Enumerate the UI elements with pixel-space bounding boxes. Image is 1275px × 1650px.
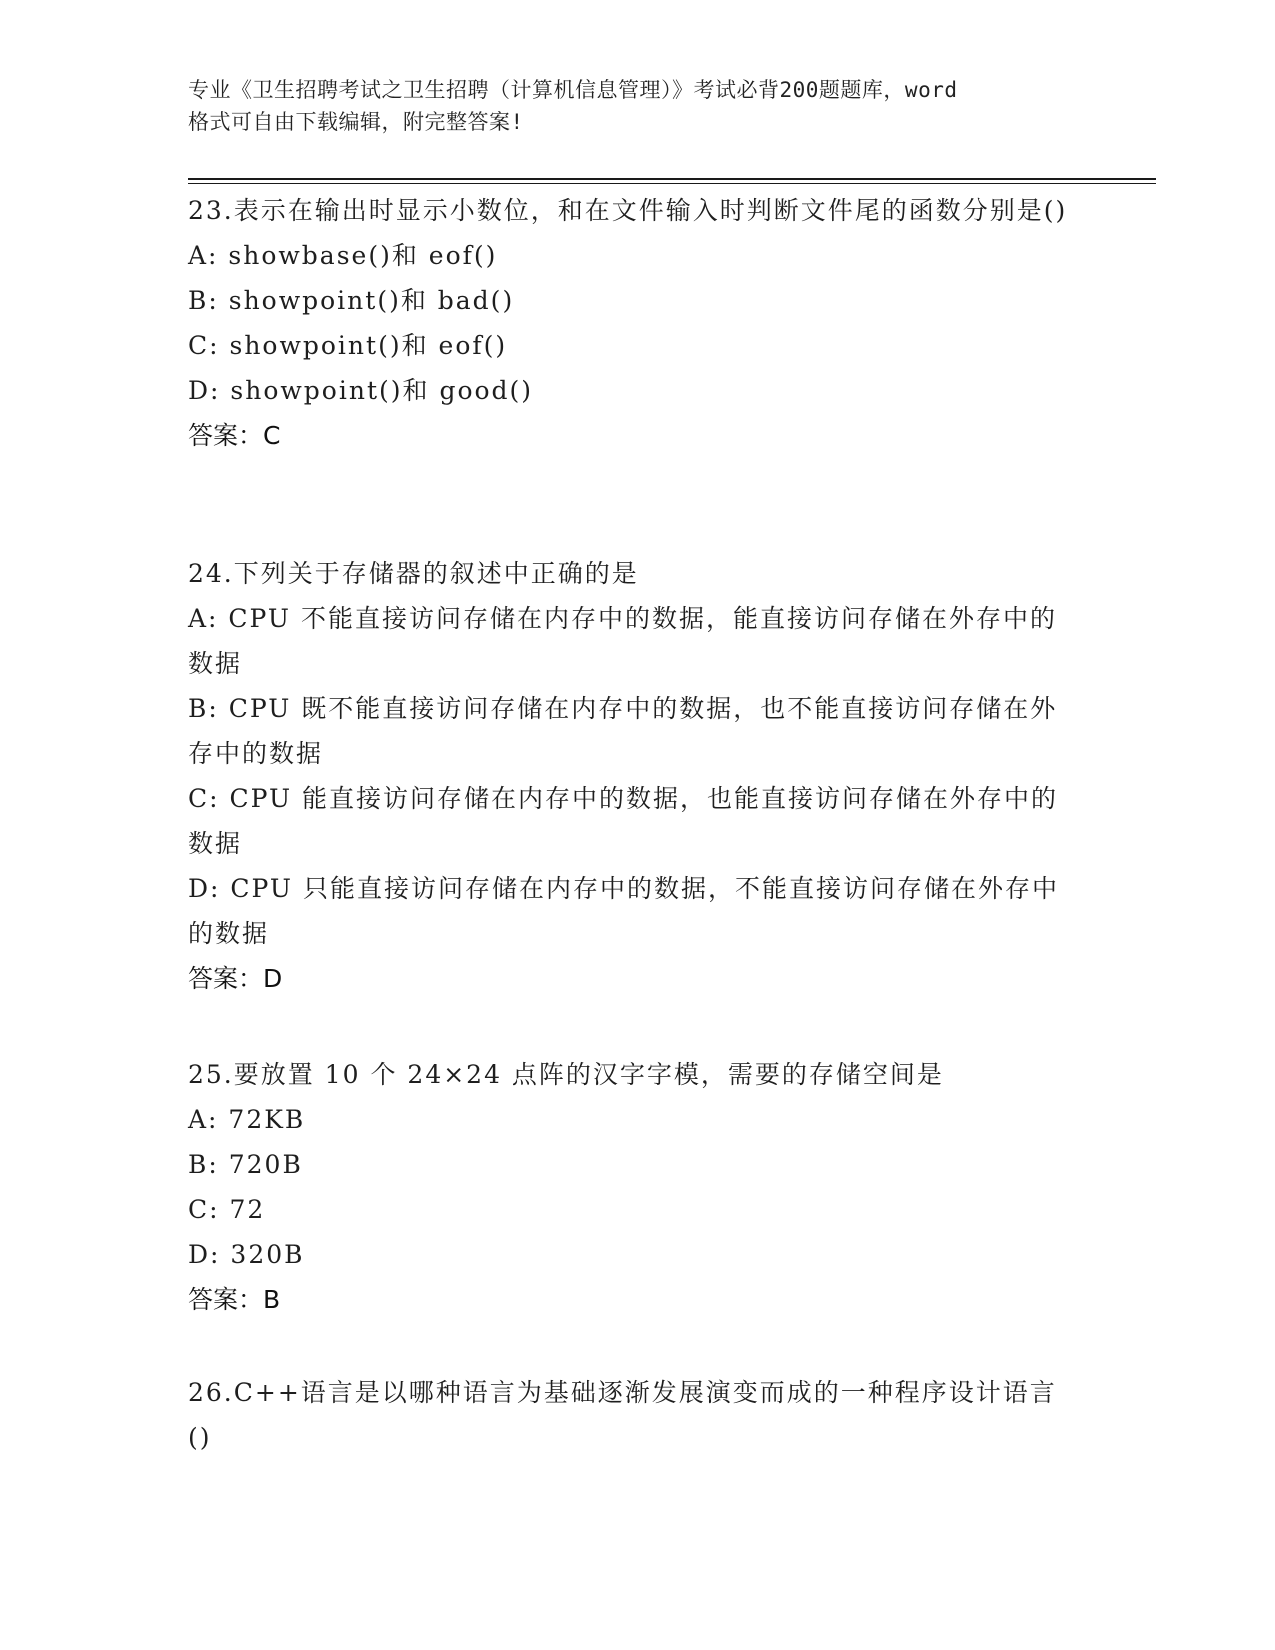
answer-text: 答案：C — [188, 421, 281, 450]
question-text: 23.表示在输出时显示小数位，和在文件输入时判断文件尾的函数分别是() — [188, 196, 1068, 225]
header-divider-thick — [188, 178, 1156, 180]
answer-text: 答案：B — [188, 1285, 281, 1314]
answer-text: 答案：D — [188, 964, 283, 993]
question-25 — [188, 1052, 1068, 1322]
question-24 — [188, 551, 1068, 1001]
document-header — [188, 74, 1088, 138]
option-c: C: CPU 能直接访问存储在内存中的数据，也能直接访问存储在外存中的数据 — [188, 784, 1059, 858]
option-d: D: 320B — [188, 1240, 305, 1269]
header-title-line-2: 格式可自由下载编辑，附完整答案! — [188, 110, 524, 134]
option-a: A: CPU 不能直接访问存储在内存中的数据，能直接访问存储在外存中的数据 — [188, 604, 1057, 678]
question-text: 25.要放置 10 个 24×24 点阵的汉字字模，需要的存储空间是 — [188, 1060, 944, 1089]
option-d: D: showpoint()和 good() — [188, 376, 534, 405]
option-a: A: showbase()和 eof() — [188, 241, 498, 270]
option-b: B: showpoint()和 bad() — [188, 286, 515, 315]
option-b: B: 720B — [188, 1150, 303, 1179]
option-a: A: 72KB — [188, 1105, 306, 1134]
question-26 — [188, 1370, 1068, 1460]
question-23 — [188, 188, 1068, 458]
question-text: 24.下列关于存储器的叙述中正确的是 — [188, 559, 639, 588]
option-c: C: showpoint()和 eof() — [188, 331, 508, 360]
option-d: D: CPU 只能直接访问存储在内存中的数据，不能直接访问存储在外存中的数据 — [188, 874, 1059, 948]
option-b: B: CPU 既不能直接访问存储在内存中的数据，也不能直接访问存储在外存中的数据 — [188, 694, 1058, 768]
question-text: 26.C++语言是以哪种语言为基础逐渐发展演变而成的一种程序设计语言() — [188, 1378, 1057, 1452]
header-title-line-1: 专业《卫生招聘考试之卫生招聘（计算机信息管理）》考试必背200题题库，word — [188, 78, 958, 102]
header-divider-thin — [188, 183, 1156, 184]
option-c: C: 72 — [188, 1195, 266, 1224]
